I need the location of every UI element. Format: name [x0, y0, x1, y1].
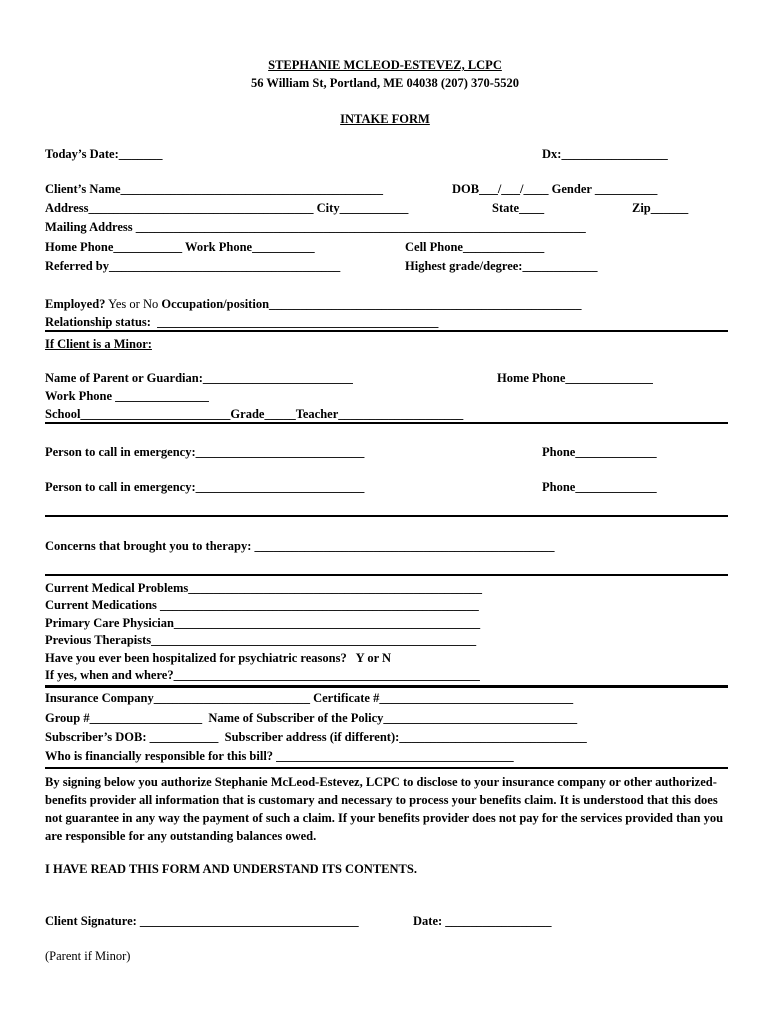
medical-problems-field[interactable]: Current Medical Problems_______________________________________________: [45, 581, 483, 595]
signature-date-field[interactable]: Date: _________________: [413, 914, 552, 928]
primary-care-physician-field[interactable]: Primary Care Physician_________________________________________________: [45, 616, 481, 630]
mailing-address-field[interactable]: Mailing Address ________________________________________________________________________: [45, 220, 586, 234]
emergency-contact-1-field[interactable]: Person to call in emergency:___________________________: [45, 445, 365, 459]
practice-address: 56 William St, Portland, ME 04038 (207) 370-5520: [251, 76, 519, 90]
form-title: INTAKE FORM: [340, 112, 430, 126]
authorization-paragraph: By signing below you authorize Stephanie McLeod-Estevez, LCPC to disclose to your insurance company or other authorized-benefits provider all information that is customary and necessary to process your benefits claim. It is understood that this does not guarantee in any way the payment of such a claim. If your benefits provider does not pay for the services provided than you are responsible for any outstanding balances owed.: [45, 775, 724, 843]
section-divider: [45, 767, 728, 769]
todays-date-field[interactable]: Today’s Date:_______: [45, 147, 163, 161]
occupation-field[interactable]: Occupation/position__________________________________________________: [161, 297, 582, 311]
emergency-contact-2-field[interactable]: Person to call in emergency:___________________________: [45, 480, 365, 494]
hospitalized-question[interactable]: Have you ever been hospitalized for psychiatric reasons? Y or N: [45, 651, 392, 665]
employment-line[interactable]: [45, 297, 582, 312]
emergency-phone-1-field[interactable]: Phone_____________: [542, 445, 657, 459]
section-divider: [45, 422, 728, 424]
concerns-field[interactable]: Concerns that brought you to therapy: ________________________________________________: [45, 539, 555, 553]
parent-if-minor-note: (Parent if Minor): [45, 949, 131, 963]
state-field[interactable]: State____: [492, 201, 545, 215]
practitioner-name: STEPHANIE MCLEOD-ESTEVEZ, LCPC: [268, 58, 502, 72]
dx-field[interactable]: Dx:_________________: [542, 147, 668, 161]
subscriber-dob-address-field[interactable]: Subscriber’s DOB: ___________ Subscriber address (if different):______________________________: [45, 730, 587, 744]
referred-by-field[interactable]: Referred by_____________________________________: [45, 259, 341, 273]
section-divider: [45, 685, 728, 688]
highest-grade-field[interactable]: Highest grade/degree:____________: [405, 259, 598, 273]
dob-gender-field[interactable]: DOB___/___/____ Gender __________: [452, 182, 658, 196]
group-subscriber-field[interactable]: Group #__________________ Name of Subscriber of the Policy_______________________________: [45, 711, 578, 725]
client-signature-field[interactable]: Client Signature: ___________________________________: [45, 914, 359, 928]
address-city-field[interactable]: Address____________________________________ City___________: [45, 201, 409, 215]
insurance-company-field[interactable]: Insurance Company_________________________ Certificate #_______________________________: [45, 691, 574, 705]
employed-options[interactable]: Yes or No: [105, 297, 162, 311]
section-divider: [45, 330, 728, 332]
previous-therapists-field[interactable]: Previous Therapists____________________________________________________: [45, 633, 477, 647]
employed-label: Employed?: [45, 297, 106, 311]
client-name-field[interactable]: Client’s Name__________________________________________: [45, 182, 384, 196]
section-divider: [45, 574, 728, 576]
home-work-phone-field[interactable]: Home Phone___________ Work Phone__________: [45, 240, 315, 254]
guardian-work-phone-field[interactable]: Work Phone _______________: [45, 389, 209, 403]
cell-phone-field[interactable]: Cell Phone_____________: [405, 240, 545, 254]
acknowledgement-text: I HAVE READ THIS FORM AND UNDERSTAND ITS CONTENTS.: [45, 862, 417, 876]
relationship-status-field[interactable]: Relationship status: _____________________________________________: [45, 315, 439, 329]
school-grade-teacher-field[interactable]: School________________________Grade_____Teacher____________________: [45, 407, 464, 421]
emergency-phone-2-field[interactable]: Phone_____________: [542, 480, 657, 494]
financial-responsibility-field[interactable]: Who is financially responsible for this bill? ______________________________________: [45, 749, 514, 763]
parent-guardian-field[interactable]: Name of Parent or Guardian:________________________: [45, 371, 353, 385]
hospitalization-details-field[interactable]: If yes, when and where?_________________________________________________: [45, 668, 480, 682]
guardian-home-phone-field[interactable]: Home Phone______________: [497, 371, 653, 385]
section-divider: [45, 515, 728, 517]
zip-field[interactable]: Zip______: [632, 201, 689, 215]
minor-section-heading: If Client is a Minor:: [45, 337, 152, 351]
medications-field[interactable]: Current Medications ___________________________________________________: [45, 598, 479, 612]
